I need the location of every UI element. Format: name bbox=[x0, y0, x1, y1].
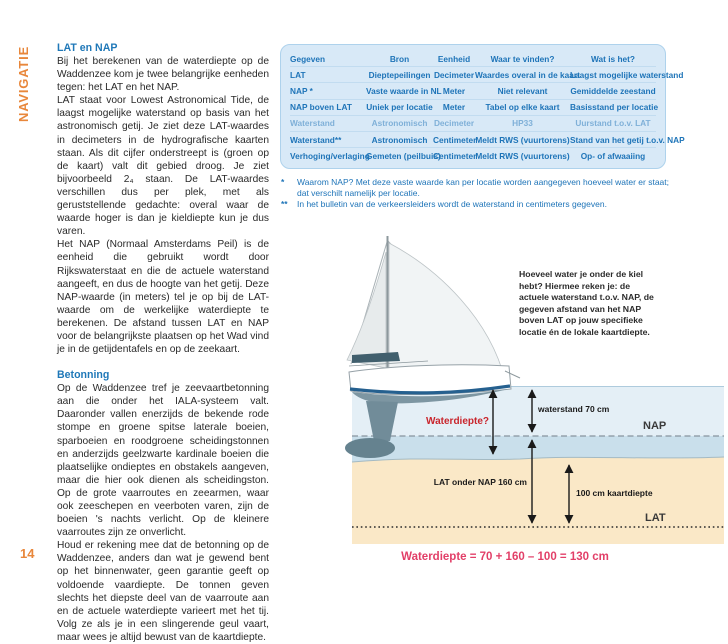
footnote-text: In het bulletin van de verkeersleiders wordt de waterstand in centimeters gegeven. bbox=[297, 199, 607, 209]
table-cell: Laagst mogelijke waterstand bbox=[570, 69, 684, 80]
table-cell: Decimeter bbox=[433, 118, 475, 129]
table-cell: Dieptepeilingen bbox=[368, 69, 431, 80]
waterdiepte-label: Waterdiepte? bbox=[426, 416, 489, 427]
footnote-marker: * bbox=[281, 177, 285, 187]
section-betonning bbox=[57, 369, 269, 644]
table-cell: Waterstand** bbox=[290, 134, 342, 145]
table-row bbox=[290, 131, 685, 147]
section-lat-en-nap bbox=[57, 42, 269, 356]
paragraph: Het NAP (Normaal Amsterdams Peil) is de eenheid die gebruikt wordt door Rijkswaterstaat en die de actuele waterstand aangeeft, en dus de hoogte van het getij. Deze NAP-waarde (in meters) tel je op bij de LAT-waarde om de werkelijke waterdiepte te berekenen. De afstand tussen LAT en NAP voor de belangrijkste plaatsen op het Wad vind je in de getijdentafels en op de zeekaart. bbox=[57, 239, 269, 356]
footnote bbox=[281, 199, 677, 210]
table-cell: Astronomisch bbox=[371, 134, 428, 145]
table-row bbox=[290, 66, 684, 82]
footnote bbox=[281, 177, 677, 199]
footnote-marker: ** bbox=[281, 199, 288, 209]
table-cell: Tabel op elke kaart bbox=[485, 102, 560, 113]
table-cell: Meter bbox=[442, 85, 466, 96]
table-cell: Basisstand per locatie bbox=[570, 102, 659, 113]
footnotes bbox=[281, 177, 677, 210]
table-cell: Verhoging/verlaging bbox=[290, 150, 370, 161]
table-cell: NAP * bbox=[290, 85, 313, 96]
table-cell: Decimeter bbox=[433, 69, 475, 80]
lat-label: LAT bbox=[645, 512, 666, 524]
paragraph: LAT staat voor Lowest Astronomical Tide, de laagst mogelijke waterstand op basis van het astronomisch getij. Je ziet deze LAT-waardes in decimeters in de hydrografische kaarten staan. Als dit cijfer onderstreept is (groen op de kaart) valt dit gebied droog. Je ziet bijvoorbeeld 2₄ staan. De LAT-waardes verschillen dus per plek, met als geruststellende gedachte: overal waar de waarde hoger is dan je kieldiepte kun je dus varen. bbox=[57, 95, 269, 238]
table-cell: Gemeten (peilbuis) bbox=[366, 150, 441, 161]
diagram-caption: Hoeveel water je onder de kiel hebt? Hiermee reken je: de actuele waterstand t.o.v. NAP, de gegeven afstand van het NAP boven LAT op jouw specifieke locatie én de lokale kaartdiepte. bbox=[519, 269, 654, 337]
section-heading: Betonning bbox=[57, 369, 110, 382]
table-cell: Niet relevant bbox=[497, 85, 548, 96]
seabed-sand bbox=[352, 457, 724, 544]
table-header-row bbox=[290, 51, 656, 66]
tide-reference-table bbox=[280, 44, 685, 169]
table-row bbox=[290, 99, 659, 115]
table-cell: Uurstand t.o.v. LAT bbox=[575, 118, 651, 129]
table-cell: Centimeter bbox=[433, 134, 477, 145]
table-cell: LAT bbox=[290, 69, 306, 80]
table-cell: Stand van het getij t.o.v. NAP bbox=[570, 134, 685, 145]
section-label: NAVIGATIE bbox=[16, 45, 31, 122]
section-heading: LAT en NAP bbox=[57, 42, 118, 54]
lat-onder-nap-label: LAT onder NAP 160 cm bbox=[433, 477, 527, 487]
table-cell: Waterstand bbox=[290, 118, 335, 129]
waterdepth-diagram bbox=[340, 228, 728, 573]
table-cell: Meter bbox=[442, 102, 466, 113]
table-cell: Op- of afwaaiing bbox=[580, 150, 646, 161]
table-header: Wat is het? bbox=[591, 53, 635, 64]
table-row-muted bbox=[290, 115, 656, 131]
table-cell: Vaste waarde in NL bbox=[366, 85, 442, 96]
table-cell: HP33 bbox=[512, 118, 533, 129]
kaartdiepte-label: 100 cm kaartdiepte bbox=[576, 488, 653, 498]
paragraph: Op de Waddenzee tref je zeevaartbetonning aan die onder het IALA-systeem valt. Daaronder vallen enerzijds de bekende rode stompe en groene spitse laterale boeien, sparboeien en roodgroene scheidingstonnen en anderzijds geelzwarte kardinale boeien die plaatselijke ondieptes en obstakels aangeven, maar die hier ook dienen als scheidingston. Op de grote vaarroutes en zeearmen, waar ook zeeschepen en veerboten varen, zijn de boeien 's nachts verlicht. Op de kleinere vaarroutes zijn ze onverlicht. bbox=[57, 383, 269, 539]
table-cell: Gemiddelde zeestand bbox=[570, 85, 656, 96]
table-header: Eenheid bbox=[437, 53, 471, 64]
paragraph: Bij het berekenen van de waterdiepte op de Waddenzee kom je twee belangrijke eenheden tegen: het LAT en het NAP. bbox=[57, 56, 269, 94]
nap-label: NAP bbox=[643, 420, 667, 432]
table-cell: Uniek per locatie bbox=[366, 102, 433, 113]
page-number: 14 bbox=[20, 546, 35, 561]
table-row bbox=[290, 147, 656, 163]
table-header: Bron bbox=[389, 53, 410, 64]
footnote-text: Waarom NAP? Met deze vaste waarde kan per locatie worden aangegeven hoeveel water er staat; dat verschilt namelijk per locatie. bbox=[297, 177, 670, 198]
table-cell: Meldt RWS (vuurtorens) bbox=[475, 150, 570, 161]
paragraph: Houd er rekening mee dat de betonning op de Waddenzee, anders dan wat je gewend bent op het binnenwater, geen garantie geeft op voldoende vaardiepte. De tonnen geven slechts het diepste deel van de vaarroute aan en de actuele waterdiepte varieert met het tij. Volg ze als je in een slingerende geul vaart, maar wees je altijd bewust van de kaartdiepte. bbox=[57, 540, 269, 643]
body-text-column bbox=[57, 42, 269, 644]
table-cell: Astronomisch bbox=[371, 118, 428, 129]
table-cell: Meldt RWS (vuurtorens) bbox=[475, 134, 570, 145]
waterstand-label: waterstand 70 cm bbox=[538, 404, 610, 414]
table-cell: Waardes overal in de kaart bbox=[475, 69, 580, 80]
waterdiepte-formula: Waterdiepte = 70 + 160 – 100 = 130 cm bbox=[401, 551, 609, 563]
table-header: Waar te vinden? bbox=[490, 53, 555, 64]
table-cell: Centimeter bbox=[433, 150, 477, 161]
table-cell: NAP boven LAT bbox=[290, 102, 352, 113]
table-row bbox=[290, 82, 656, 98]
table-header: Gegeven bbox=[290, 53, 326, 64]
